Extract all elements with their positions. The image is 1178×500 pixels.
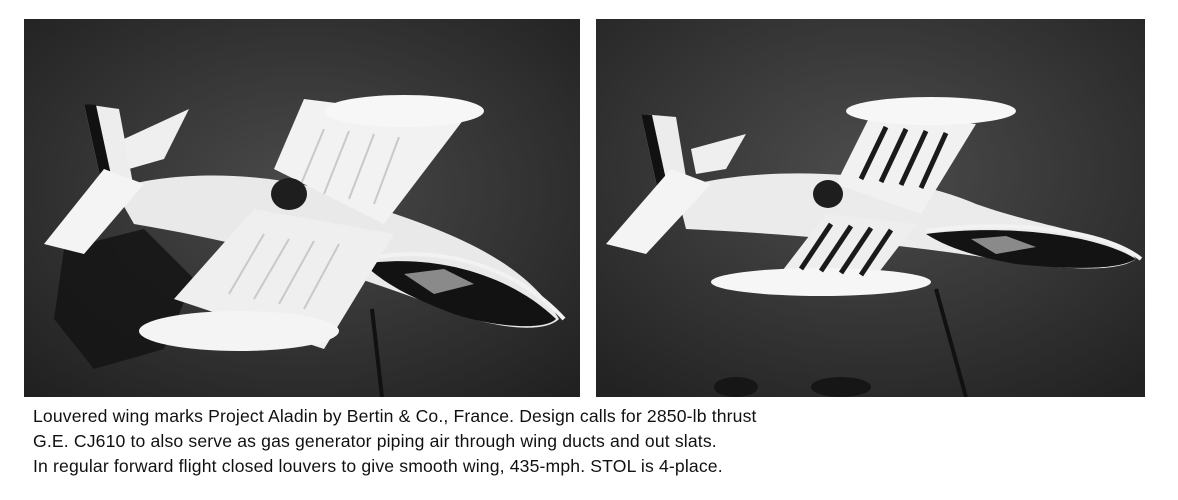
aircraft-model-photo-open-louvers <box>596 19 1145 397</box>
aircraft-model-illustration <box>596 19 1145 397</box>
caption-line: In regular forward flight closed louvers to give smooth wing, 435-mph. STOL is 4-place. <box>33 456 723 476</box>
caption-line: Louvered wing marks Project Aladin by Bertin & Co., France. Design calls for 2850-lb thrust <box>33 406 757 426</box>
aircraft-model-illustration <box>24 19 580 397</box>
photo-caption <box>33 404 1133 479</box>
caption-line: G.E. CJ610 to also serve as gas generator piping air through wing ducts and out slats. <box>33 431 717 451</box>
aircraft-model-photo-closed-louvers <box>24 19 580 397</box>
